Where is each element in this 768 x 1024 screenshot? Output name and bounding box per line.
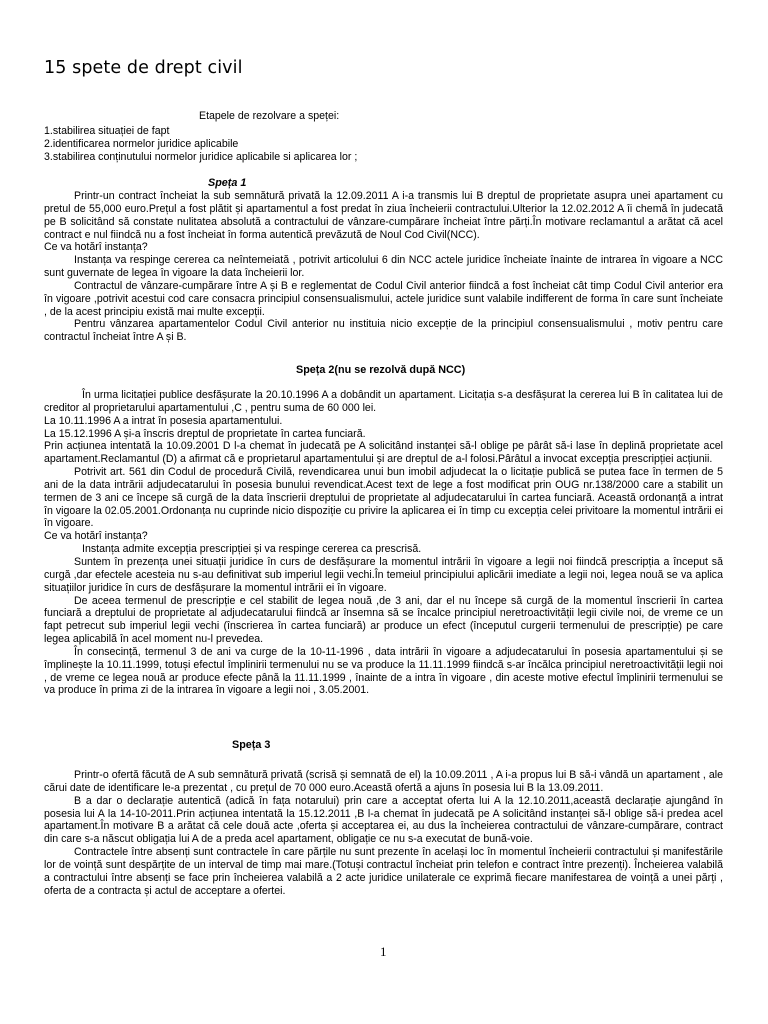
paragraph: Printr-o ofertă făcută de A sub semnătură privată (scrisă și semnată de el) la 10.09.2011 , A i-a propus lui B să-i vândă un apartament , ale cărui date de identificare le-a prezentat , cu prețul de 70 000 euro.Această ofertă a ajuns în posesia lui B la 13.09.2011.: [44, 769, 723, 794]
section-body-speta-1: [44, 190, 723, 344]
step-item: 3.stabilirea conținutului normelor juridice aplicabile si aplicarea lor ;: [44, 150, 358, 163]
paragraph: Contractele între absenți sunt contractele în care părțile nu sunt prezente în același loc în momentul încheierii contractului și manifestările lor de voință sunt despărțite de un interval de timp mai mare.(Totuși contractul încheiat prin telefon e contract între prezenți). Încheierea valabilă a contractului între absenți se face prin încheierea valabilă a 2 acte juridice unilaterale ce exprimă fiecare manifestarea de voință a unei părți , oferta de a contracta și actul de acceptare a ofertei.: [44, 846, 723, 897]
paragraph: Ce va hotărî instanța?: [44, 530, 148, 543]
paragraph: Prin acțiunea intentată la 10.09.2001 D l-a chemat în judecată pe A solicitând instanței să-l oblige pe pârât să-i lase în deplină proprietate acel apartament.Reclamantul (D) a afirmat că e proprietarul apartamentului și are dreptul de a-l folosi.Pârâtul a invocat excepția prescripției acțiunii.: [44, 440, 723, 466]
paragraph: Ce va hotărî instanța?: [44, 241, 148, 254]
paragraph: Printr-un contract încheiat la sub semnătură privată la 12.09.2011 A i-a transmis lui B dreptul de proprietate asupra unei apartament cu pretul de 55,000 euro.Prețul a fost plătit și apartamentul a fost predat în ziua încheierii contractului.Ulterior la 12.02.2012 A îi chemă în judecată pe B solicitând să constate nulitatea absolută a contractului de vânzare-cumpărare încheiat între părți.În motivare reclamantul a arătat că acel contract e nul fiindcă nu a fost încheiat în forma autentică prevăzută de Noul Cod Civil(NCC).: [44, 190, 723, 241]
paragraph: La 15.12.1996 A și-a înscris dreptul de proprietate în cartea funciară.: [44, 427, 366, 440]
step-item: 1.stabilirea situației de fapt: [44, 124, 170, 137]
section-body-speta-3: [44, 769, 723, 897]
paragraph: La 10.11.1996 A a intrat în posesia apartamentului.: [44, 414, 283, 427]
step-item: 2.identificarea normelor juridice aplicabile: [44, 137, 239, 150]
paragraph: În consecință, termenul 3 de ani va curge de la 10-11-1996 , data intrării în vigoare a adjudecatarului în posesia apartamentului și se împlinește la 10.11.1999, totuși efectul împlinirii termenului nu se va produce la 11.11.1999 fiindcă s-ar încălca principiul neretroactivității legii noi , de vreme ce legea nouă ar produce efecte până la 11.11.1999 , înainte de a intra în vigoare , din aceste motive efectul împlinirii termenului se va produce în prima zi de la intrarea în vigoare a legii noi , 3.05.2001.: [44, 645, 723, 697]
paragraph: Potrivit art. 561 din Codul de procedură Civilă, revendicarea unui bun imobil adjudecat la o licitație publică se putea face în termen de 5 ani de la data intrării adjudecatarului în posesia bunului revendicat.Acest text de lege a fost modificat prin OUG nr.138/2000 care a stabilit un termen de 3 ani ce începe să curgă de la data înscrierii dreptului de proprietate al adjudecatarului în cartea funciară. Această ordonanță a intrat în vigoare la 02.05.2001.Ordonanța nu cuprinde nicio dispoziție cu privire la aplicarea ei în timp cu excepția celei privitoare la momentul intrării ei în vigoare.: [44, 466, 723, 530]
paragraph: Instanța va respinge cererea ca neîntemeiată , potrivit articolului 6 din NCC actele juridice încheiate înainte de intrarea în vigoare a NCC sunt guvernate de legea în vigoare la data încheierii lor.: [44, 254, 723, 280]
page-title: 15 spete de drept civil: [44, 58, 243, 78]
resolution-steps: [44, 110, 734, 164]
paragraph: Instanța admite excepția prescripției și va respinge cererea ca prescrisă.: [82, 543, 422, 556]
paragraph: De aceea termenul de prescripție e cel stabilit de legea nouă ,de 3 ani, dar el nu începe să curgă de la momentul înscrierii în cartea funciară a dreptului de proprietate al adjudecatarului fiindcă ar însemna să se încalce principiul neretroactivității legii civile noi, de vreme ce un fapt petrecut sub imperiul legii vechi (înscrierea în cartea funciară) ar produce un efect (începutul curgerii termenului de prescripție) pe care legea aplicabilă în acel moment nu-l prevedea.: [44, 594, 723, 646]
section-heading-speta-1: Speța 1: [208, 177, 247, 189]
paragraph: B a dar o declarație autentică (adică în fața notarului) prin care a acceptat oferta lui A la 12.10.2011,această declarație ajungând în posesia lui A la 14-10-2011.Prin acțiunea intentată la 15.12.2011 ,B l-a chemat în judecată pe A solicitând instanței să-l oblige să-i predea acel apartament.În motivare B a arătat că cele două acte ,oferta și acceptarea ei, au dus la încheierea contractului de vânzare-cumpărare, contract din care s-a născut obligația lui A de a preda acel apartament, obligație ce nu s-a executat de bună-voie.: [44, 794, 723, 846]
section-heading-speta-2: Speța 2(nu se rezolvă după NCC): [296, 364, 466, 376]
section-heading-speta-3: Speța 3: [232, 739, 271, 751]
paragraph: Contractul de vânzare-cumpărare între A și B e reglementat de Codul Civil anterior fiindcă a fost încheiat cât timp Codul Civil anterior era în vigoare ,potrivit acestui cod care consacra principiul consensualismului, actele juridice sunt valabile indifferent de forma în care sunt încheiate , de la acest principiu există mai multe excepții.: [44, 279, 723, 318]
page-number: 1: [380, 944, 387, 959]
paragraph: Pentru vânzarea apartamentelor Codul Civil anterior nu instituia nicio excepție de la principiul consensualismului , motiv pentru care contractul încheiat între A și B.: [44, 318, 723, 344]
paragraph: Suntem în prezența unei situații juridice în curs de desfășurare la momentul intrării în vigoare a legii noi fiindcă prescripția a început să curgă ,dar efectele acesteia nu s-au definitivat sub imperiul legii vechi.În temeiul principiului aplicării imediate a legii noi, legea nouă se va aplica situațiilor juridice în curs de desfășurare la momentul intrării ei în vigoare.: [44, 555, 723, 594]
paragraph: În urma licitației publice desfășurate la 20.10.1996 A a dobândit un apartament. Licitația s-a desfășurat la cererea lui B în calitatea lui de creditor al proprietarului apartamentului ,C , pentru suma de 60 000 lei.: [44, 389, 723, 414]
steps-heading: Etapele de rezolvare a speței:: [199, 110, 340, 122]
section-body-speta-2: [44, 389, 723, 697]
